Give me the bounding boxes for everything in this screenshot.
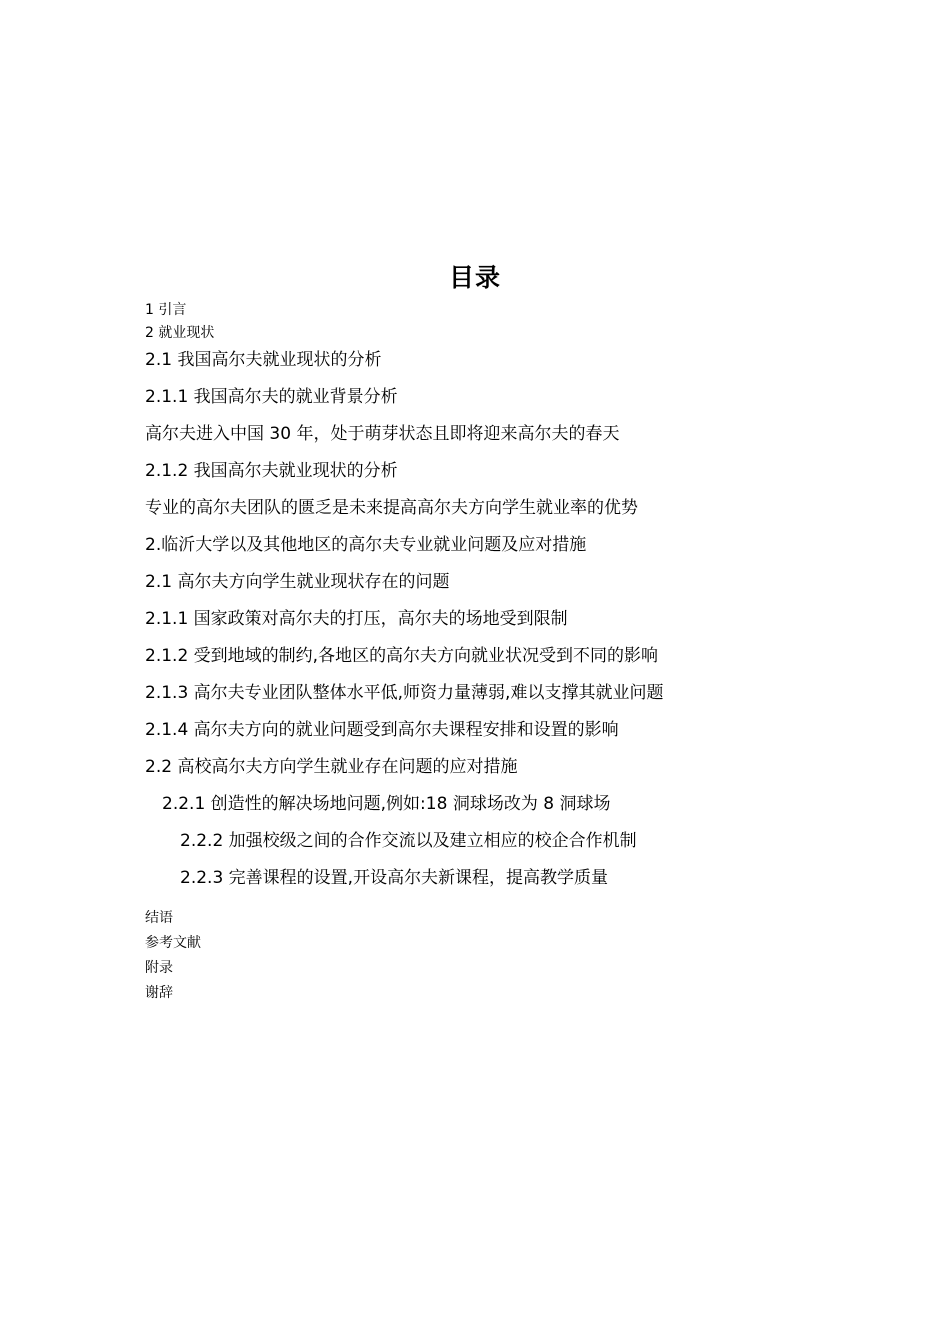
toc-entry: 专业的高尔夫团队的匮乏是未来提高高尔夫方向学生就业率的优势 (145, 498, 638, 518)
toc-entry: 2 就业现状 (145, 325, 215, 341)
toc-entry: 2.1 高尔夫方向学生就业现状存在的问题 (145, 572, 450, 592)
toc-entry: 2.2.3 完善课程的设置,开设高尔夫新课程，提高教学质量 (180, 868, 609, 888)
toc-entry: 2.1.4 高尔夫方向的就业问题受到高尔夫课程安排和设置的影响 (145, 720, 619, 740)
toc-entry: 参考文献 (145, 935, 201, 951)
toc-entry: 2.临沂大学以及其他地区的高尔夫专业就业问题及应对措施 (145, 535, 587, 555)
toc-entry: 2.1 我国高尔夫就业现状的分析 (145, 350, 382, 370)
toc-entry: 2.2 高校高尔夫方向学生就业存在问题的应对措施 (145, 757, 518, 777)
toc-entry: 2.1.2 我国高尔夫就业现状的分析 (145, 461, 398, 481)
toc-title: 目录 (448, 263, 501, 292)
toc-entry: 2.2.2 加强校级之间的合作交流以及建立相应的校企合作机制 (180, 831, 637, 851)
toc-entry: 2.1.1 国家政策对高尔夫的打压，高尔夫的场地受到限制 (145, 609, 568, 629)
toc-entry: 2.2.1 创造性的解决场地问题,例如:18 洞球场改为 8 洞球场 (162, 794, 611, 814)
toc-entry: 高尔夫进入中国 30 年，处于萌芽状态且即将迎来高尔夫的春天 (145, 424, 620, 444)
toc-entry: 结语 (145, 910, 173, 926)
toc-entry: 2.1.3 高尔夫专业团队整体水平低,师资力量薄弱,难以支撑其就业问题 (145, 683, 664, 703)
toc-entry: 附录 (145, 960, 173, 976)
toc-entry: 1 引言 (145, 302, 187, 318)
toc-entry: 2.1.2 受到地域的制约,各地区的高尔夫方向就业状况受到不同的影响 (145, 646, 659, 666)
toc-entry: 谢辞 (145, 985, 173, 1001)
toc-list (145, 302, 845, 1010)
toc-entry: 2.1.1 我国高尔夫的就业背景分析 (145, 387, 398, 407)
